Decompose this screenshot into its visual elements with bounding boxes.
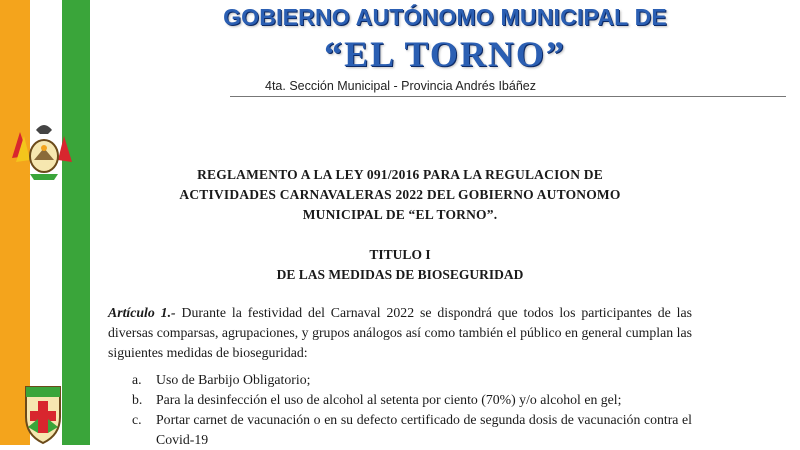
bolivia-coat-of-arms-icon	[8, 118, 80, 186]
document-title	[108, 165, 692, 225]
flag-stripe-green	[62, 0, 90, 445]
list-item	[132, 370, 692, 390]
section-heading	[108, 245, 692, 285]
letterhead-divider	[230, 96, 786, 97]
measures-list	[132, 370, 692, 450]
document-title-line: MUNICIPAL DE “EL TORNO”.	[302, 207, 498, 222]
list-text: Uso de Barbijo Obligatorio;	[156, 372, 311, 387]
government-title: GOBIERNO AUTÓNOMO MUNICIPAL DE	[223, 4, 667, 30]
section-title: DE LAS MEDIDAS DE BIOSEGURIDAD	[276, 267, 524, 282]
flag-stripe-white	[30, 0, 62, 445]
list-item	[132, 410, 692, 450]
article-label: Artículo 1.-	[108, 305, 176, 320]
list-item	[132, 390, 692, 410]
document-title-line: ACTIVIDADES CARNAVALERAS 2022 DEL GOBIERNO AUTONOMO	[179, 187, 621, 202]
list-marker: a.	[132, 372, 142, 387]
list-marker: b.	[132, 392, 143, 407]
municipal-seal-icon	[20, 383, 66, 445]
list-marker: c.	[132, 412, 142, 427]
municipality-name: “EL TORNO”	[324, 34, 566, 74]
list-text: Para la desinfección el uso de alcohol al setenta por ciento (70%) y/o alcohol en gel;	[156, 392, 622, 407]
document-title-line: REGLAMENTO A LA LEY 091/2016 PARA LA REGULACION DE	[197, 167, 603, 182]
article-paragraph	[108, 303, 692, 363]
article-text: Durante la festividad del Carnaval 2022 se dispondrá que todos los participantes de las diversas comparsas, agrupaciones, y grupos análogos así como también el público en general cumplan las siguientes medidas de bioseguridad:	[108, 305, 692, 360]
flag-stripe-orange	[0, 0, 30, 445]
letterhead-subtitle: 4ta. Sección Municipal - Provincia Andrés Ibáñez	[265, 79, 536, 93]
letterhead	[90, 0, 800, 100]
titulo-label: TITULO I	[369, 247, 431, 262]
list-text: Portar carnet de vacunación o en su defecto certificado de segunda dosis de vacunación contra el Covid-19	[156, 412, 692, 447]
